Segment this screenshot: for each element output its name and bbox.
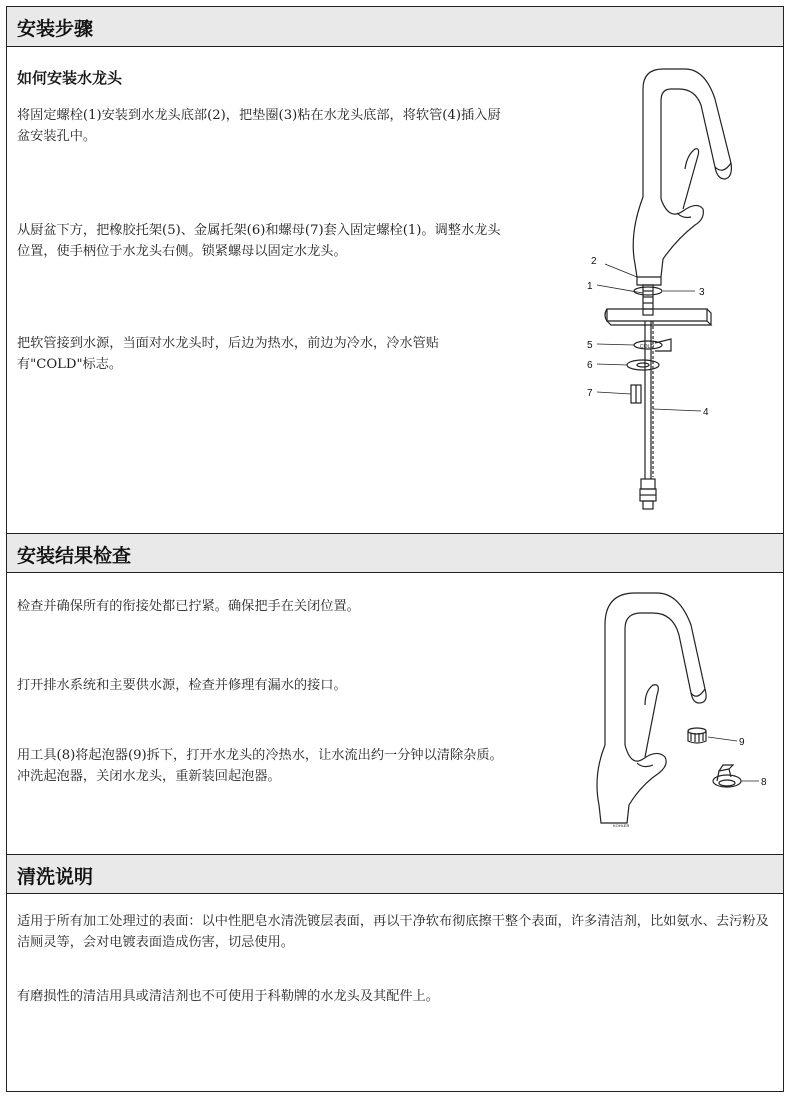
brand-mark: KOHLER bbox=[613, 823, 630, 828]
callout-3: 3 bbox=[699, 287, 705, 298]
check-step-3: 用工具(8)将起泡器(9)拆下，打开水龙头的冷热水，让水流出约一分钟以清除杂质。冲洗起泡器，关闭水龙头，重新装回起泡器。 bbox=[17, 748, 503, 784]
install-step-3: 把软管接到水源，当面对水龙头时，后边为热水，前边为冷水，冷水管贴有"COLD"标志。 bbox=[17, 336, 439, 372]
callout-8: 8 bbox=[761, 777, 767, 788]
callout-2: 2 bbox=[591, 256, 597, 267]
callout-5: 5 bbox=[587, 340, 593, 351]
section-title: 安装结果检查 bbox=[17, 545, 132, 567]
callout-9: 9 bbox=[739, 737, 745, 748]
callout-1: 1 bbox=[587, 281, 593, 292]
faucet-install-diagram bbox=[567, 59, 767, 529]
aerator-removal-diagram bbox=[587, 585, 777, 845]
page-frame bbox=[6, 6, 784, 1092]
section-title: 安装步骤 bbox=[17, 18, 94, 40]
install-step-2: 从厨盆下方，把橡胶托架(5)、金属托架(6)和螺母(7)套入固定螺栓(1)。调整水龙头位置，使手柄位于水龙头右侧。锁紧螺母以固定水龙头。 bbox=[17, 223, 501, 259]
callout-4: 4 bbox=[703, 407, 709, 418]
check-step-2: 打开排水系统和主要供水源，检查并修理有漏水的接口。 bbox=[17, 678, 347, 693]
install-step-1: 将固定螺栓(1)安装到水龙头底部(2)，把垫圈(3)粘在水龙头底部，将软管(4)插入厨盆安装孔中。 bbox=[17, 108, 501, 144]
section-header-install bbox=[7, 7, 783, 47]
cold-label-text: COLD bbox=[640, 344, 654, 350]
cleaning-text-1: 适用于所有加工处理过的表面：以中性肥皂水清洗镀层表面，再以干净软布彻底擦干整个表面，许多清洁剂，比如氨水、去污粉及洁厕灵等，会对电镀表面造成伤害，切忌使用。 bbox=[17, 914, 769, 950]
callout-6: 6 bbox=[587, 360, 593, 371]
callout-7: 7 bbox=[587, 388, 593, 399]
section-header-cleaning bbox=[7, 854, 783, 894]
cleaning-text-2: 有磨损性的清洁用具或清洁剂也不可使用于科勒牌的水龙头及其配件上。 bbox=[17, 989, 439, 1004]
section-title: 清洗说明 bbox=[17, 866, 94, 888]
subsection-title: 如何安装水龙头 bbox=[17, 69, 123, 87]
check-step-1: 检查并确保所有的衔接处都已拧紧。确保把手在关闭位置。 bbox=[17, 599, 360, 614]
section-header-check bbox=[7, 533, 783, 573]
